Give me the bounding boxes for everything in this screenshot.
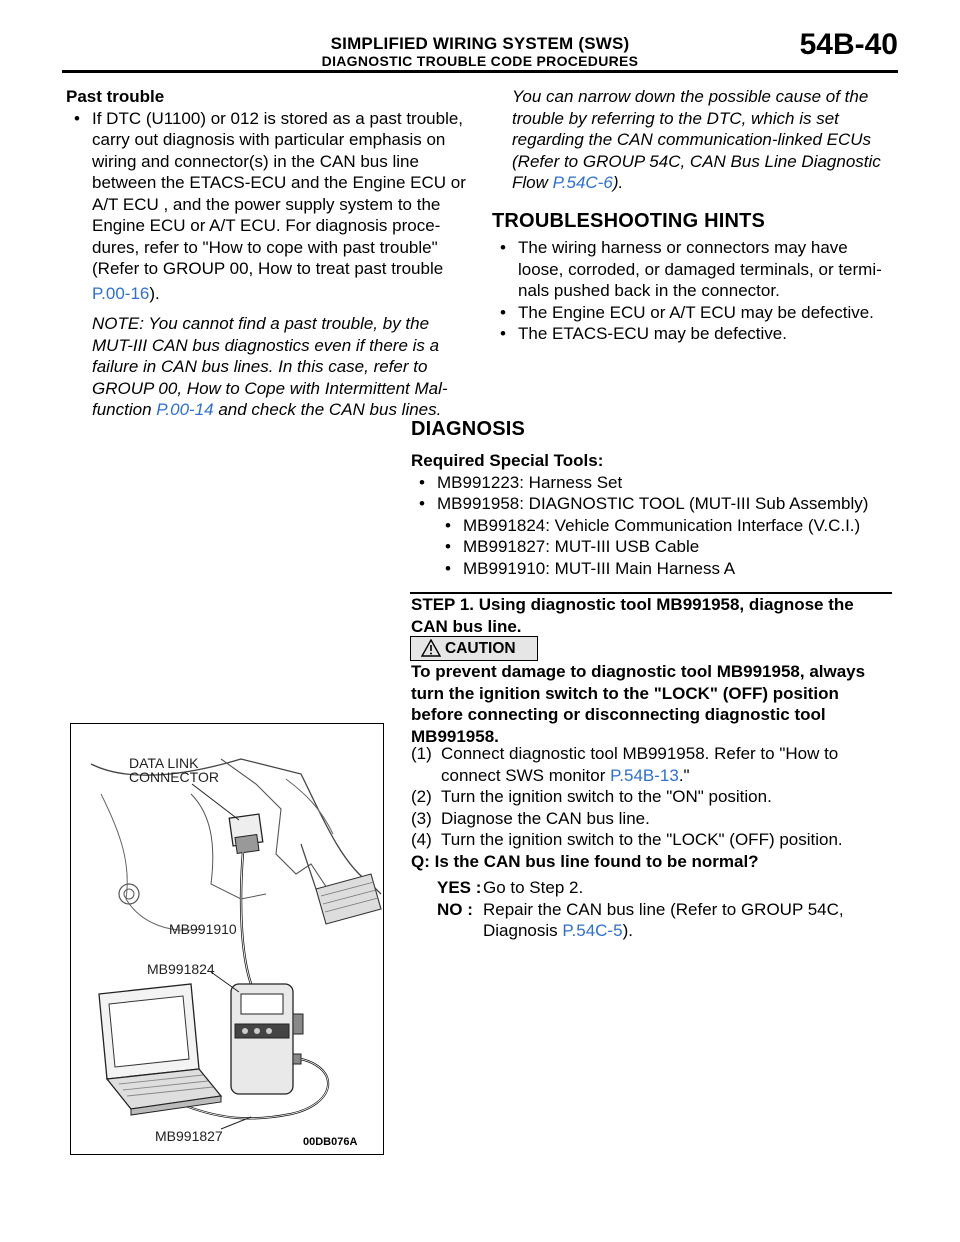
hint-item: • The wiring harness or connectors may have loose, corroded, or damaged terminals, or termi- nals pushed back in the connector. — [492, 237, 912, 302]
label-usb-cable: MB991827 — [155, 1128, 223, 1144]
procedure-step: (1) Connect diagnostic tool MB991958. Refer to "How to connect SWS monitor P.54B-13." — [411, 744, 839, 785]
tool-item: • MB991958: DIAGNOSTIC TOOL (MUT-III Sub Assembly) — [411, 493, 911, 515]
caution-text: To prevent damage to diagnostic tool MB991958, always turn the ignition switch to the "LOCK" (OFF) position before connecting or disconnecting diagnostic tool MB991958. — [411, 662, 866, 746]
figure-code: 00DB076A — [303, 1136, 358, 1148]
label-dlc-line1: DATA LINK — [129, 755, 199, 771]
caution-label: CAUTION — [445, 640, 516, 657]
past-trouble-heading: Past trouble — [66, 87, 165, 106]
past-trouble-section — [66, 86, 476, 421]
troubleshooting-hints-heading: TROUBLESHOOTING HINTS — [492, 210, 766, 232]
subtool-item: • MB991910: MUT-III Main Harness A — [437, 558, 911, 580]
note-block: NOTE: You cannot find a past trouble, by the MUT-III CAN bus diagnostics even if there is a failure in CAN bus lines. In this case, refer to GROUP 00, How to Cope with Intermittent Mal- function P.00-14 and check the CAN bus lines. — [92, 314, 448, 419]
label-dlc-line2: CONNECTOR — [129, 769, 219, 785]
hint-item: • The ETACS-ECU may be defective. — [492, 323, 912, 345]
tool-item: • MB991223: Harness Set — [411, 472, 911, 494]
link-p54c-6[interactable]: P.54C-6 — [552, 173, 613, 192]
label-harness: MB991910 — [169, 921, 237, 937]
connection-illustration — [70, 723, 384, 1155]
special-tools-heading: Required Special Tools: — [411, 451, 604, 470]
answer-no: NO : Repair the CAN bus line (Refer to GROUP 54C, Diagnosis P.54C-5). — [437, 899, 844, 940]
step1-title: STEP 1. Using diagnostic tool MB991958, diagnose the CAN bus line. — [411, 595, 854, 636]
link-p54c-5[interactable]: P.54C-5 — [562, 921, 623, 940]
procedure-step: (4) Turn the ignition switch to the "LOCK" (OFF) position. — [411, 830, 843, 849]
label-vci: MB991824 — [147, 961, 215, 977]
procedure-steps — [411, 743, 911, 851]
illustration-drawing — [71, 724, 383, 1154]
link-p00-14[interactable]: P.00-14 — [156, 400, 214, 419]
subtool-item: • MB991827: MUT-III USB Cable — [437, 536, 911, 558]
diagnosis-heading: DIAGNOSIS — [411, 418, 526, 440]
link-p54b-13[interactable]: P.54B-13 — [610, 765, 679, 785]
subtool-item: • MB991824: Vehicle Communication Interface (V.C.I.) — [437, 515, 911, 537]
narrow-cause-note: You can narrow down the possible cause of the trouble by referring to the DTC, which is set regarding the CAN communication-linked ECUs (Refer to GROUP 54C, CAN Bus Line Diagnostic Flow P.54C-6). — [512, 87, 881, 192]
question: Q: Is the CAN bus line found to be normal? — [411, 852, 759, 871]
hint-item: • The Engine ECU or A/T ECU may be defective. — [492, 302, 912, 324]
running-header-title: SIMPLIFIED WIRING SYSTEM (SWS) — [330, 34, 630, 53]
running-header-subtitle: DIAGNOSTIC TROUBLE CODE PROCEDURES — [321, 53, 639, 69]
link-p00-16[interactable]: P.00-16 — [92, 283, 150, 303]
procedure-step: (3) Diagnose the CAN bus line. — [411, 808, 650, 828]
warning-icon — [421, 639, 441, 657]
header-rule — [62, 70, 898, 73]
caution-box — [410, 636, 538, 661]
past-trouble-bullet: • If DTC (U1100) or 012 is stored as a past trouble, carry out diagnosis with particular emphasis on wiring and connector(s) in the CAN bus line between the ETACS-ECU and the Engine ECU or A/T ECU , and the power supply system to the Engine ECU or A/T ECU. For diagnosis proce- dures, refer to "How to cope with past trouble" (Refer to GROUP 00, How to treat past trouble P.00-16). — [66, 108, 476, 305]
special-tools-section — [411, 450, 911, 579]
troubleshooting-hints-list — [492, 237, 912, 345]
procedure-step: (2) Turn the ignition switch to the "ON" position. — [411, 787, 772, 806]
page-number: 54B-40 — [799, 28, 898, 61]
answers — [437, 877, 917, 942]
answer-yes: YES : Go to Step 2. — [437, 878, 584, 897]
